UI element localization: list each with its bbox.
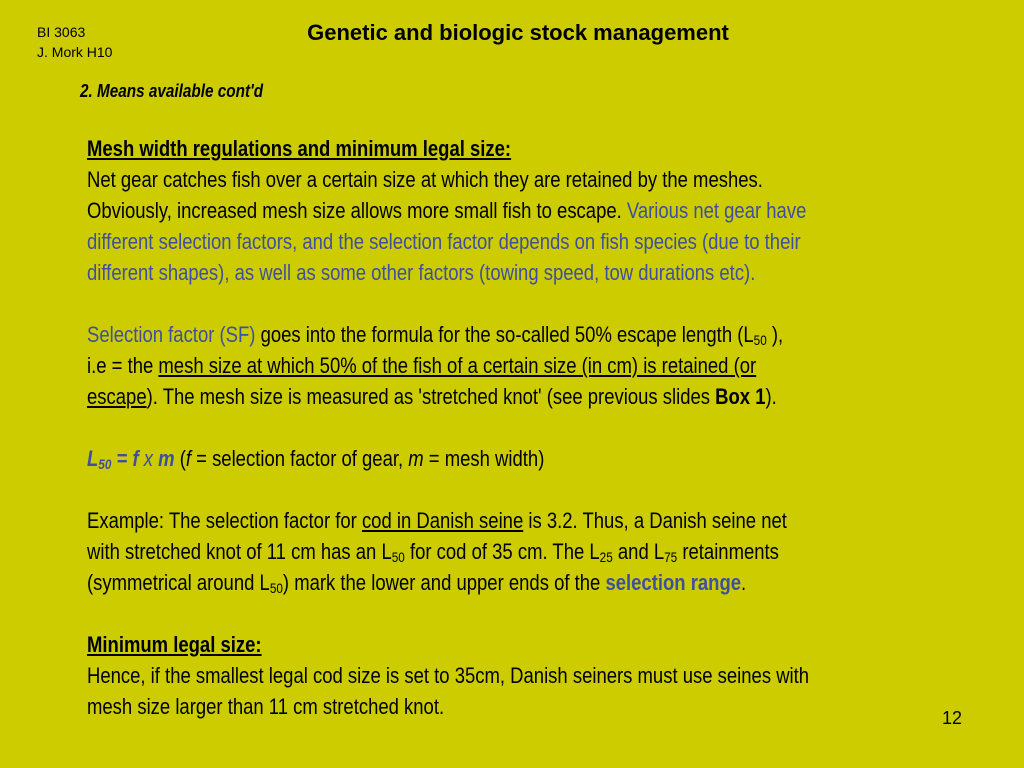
- page-number: 12: [941, 708, 962, 728]
- formula-t2: = mesh width): [423, 446, 545, 471]
- example-b: is 3.2. Thus, a Danish seine net: [523, 508, 787, 533]
- formula-open: (: [174, 446, 186, 471]
- formula-m2: m: [408, 446, 424, 471]
- minimum-line-1: Hence, if the smallest legal cod size is set to 35cm, Danish seiners must use seines with: [87, 663, 810, 688]
- slide-title: Genetic and biologic stock management: [307, 20, 729, 45]
- formula-line: [87, 443, 944, 474]
- mesh-line-2-highlight: Various net gear have: [626, 198, 807, 223]
- example-2s1: 50: [391, 549, 405, 565]
- formula-f: f: [185, 446, 192, 471]
- example-2d: retainments: [677, 539, 779, 564]
- formula-eq: = f: [111, 446, 144, 471]
- sf-close: ),: [766, 322, 784, 347]
- example-line-3: [87, 567, 944, 598]
- sf-ie: i.e = the: [87, 353, 159, 378]
- formula-t1: = selection factor of gear,: [191, 446, 409, 471]
- formula-L: L: [87, 446, 99, 471]
- minimum-heading: Minimum legal size:: [87, 632, 262, 657]
- author: J. Mork H10: [37, 44, 113, 60]
- formula-sub: 50: [98, 456, 112, 472]
- example-cod: cod in Danish seine: [361, 508, 524, 533]
- sf-end: ).: [765, 384, 777, 409]
- slide-subtitle: 2. Means available cont'd: [80, 81, 264, 101]
- example-3c: .: [741, 570, 747, 595]
- sf-measure: ). The mesh size is measured as 'stretched knot' (see previous slides: [146, 384, 716, 409]
- example-line-1: [87, 505, 944, 536]
- minimum-line-2: mesh size larger than 11 cm stretched knot.: [87, 694, 445, 719]
- example-a: Example: The selection factor for: [87, 508, 362, 533]
- selection-range: selection range: [605, 570, 742, 595]
- mesh-line-2: [87, 195, 944, 226]
- example-2s2: 25: [599, 549, 613, 565]
- example-2b: for cod of 35 cm. The L: [404, 539, 600, 564]
- mesh-heading: Mesh width regulations and minimum legal size:: [87, 136, 512, 161]
- example-2s3: 75: [664, 549, 678, 565]
- formula-m: m: [152, 446, 175, 471]
- sf-escape: escape: [87, 384, 147, 409]
- course-code: BI 3063: [37, 24, 86, 40]
- example-line-2: [87, 536, 944, 567]
- example-2c: and L: [612, 539, 665, 564]
- sf-text: goes into the formula for the so-called 50% escape length (L: [255, 322, 754, 347]
- formula-x: x: [143, 446, 153, 471]
- sf-sub: 50: [753, 332, 767, 348]
- sf-line-2: [87, 350, 944, 381]
- example-2a: with stretched knot of 11 cm has an L: [87, 539, 392, 564]
- sf-box-ref: Box 1: [715, 384, 766, 409]
- mesh-line-1: Net gear catches fish over a certain size at which they are retained by the meshes.: [87, 167, 763, 192]
- sf-definition: mesh size at which 50% of the fish of a certain size (in cm) is retained (or: [158, 353, 757, 378]
- sf-line-3: [87, 381, 944, 412]
- example-3a: (symmetrical around L: [87, 570, 270, 595]
- slide-body: [87, 133, 944, 722]
- example-3s: 50: [269, 580, 283, 596]
- mesh-line-3: different selection factors, and the selection factor depends on fish species (due to their: [87, 229, 801, 254]
- sf-line-1: [87, 319, 944, 350]
- sf-term: Selection factor (SF): [87, 322, 256, 347]
- example-3b: ) mark the lower and upper ends of the: [282, 570, 606, 595]
- mesh-line-2-text: Obviously, increased mesh size allows more small fish to escape.: [87, 198, 627, 223]
- mesh-line-4: different shapes), as well as some other factors (towing speed, tow durations etc).: [87, 260, 756, 285]
